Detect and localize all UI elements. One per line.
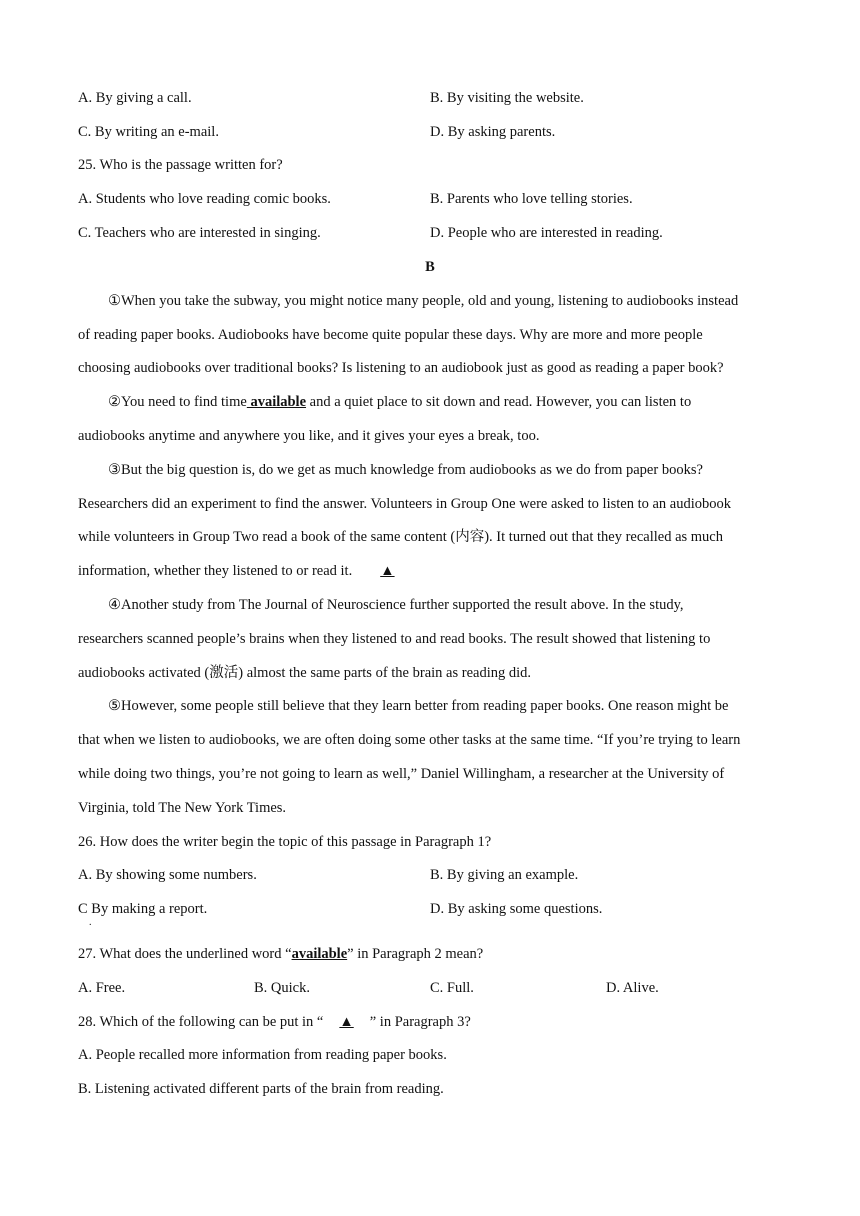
q27-option-a: A. Free. — [78, 980, 126, 996]
q26-option-a: A. By showing some numbers. — [78, 867, 257, 883]
q27-option-b: B. Quick. — [254, 980, 310, 996]
paragraph-5-line-2: that when we listen to audiobooks, we are often doing some other tasks at the same time. “If you’re trying to learn — [78, 732, 741, 748]
q25-option-b: B. Parents who love telling stories. — [430, 191, 633, 207]
paragraph-2-line-1 — [108, 393, 691, 411]
paragraph-4-line-1: ④Another study from The Journal of Neuroscience further supported the result above. In the study, — [108, 597, 684, 613]
q26-option-d: D. By asking some questions. — [430, 901, 603, 917]
q28-answer-blank: ▲ — [339, 1014, 354, 1030]
q25-option-d: D. People who are interested in reading. — [430, 225, 663, 241]
q26-option-c-dot: . — [89, 917, 92, 928]
q24-option-a: A. By giving a call. — [78, 90, 192, 106]
paragraph-2-line-2: audiobooks anytime and anywhere you like, and it gives your eyes a break, too. — [78, 428, 540, 444]
q24-option-d: D. By asking parents. — [430, 124, 556, 140]
q25-option-a: A. Students who love reading comic books. — [78, 191, 331, 207]
paragraph-3-line-1: ③But the big question is, do we get as much knowledge from audiobooks as we do from paper books? — [108, 462, 703, 478]
q27-option-c: C. Full. — [430, 980, 474, 996]
answer-blank: ▲ — [380, 563, 395, 579]
q28-option-a: A. People recalled more information from reading paper books. — [78, 1047, 447, 1063]
q26-question: 26. How does the writer begin the topic of this passage in Paragraph 1? — [78, 834, 492, 850]
q24-option-c: C. By writing an e-mail. — [78, 124, 219, 140]
q24-option-b: B. By visiting the website. — [430, 90, 584, 106]
paragraph-1-line-1: ①When you take the subway, you might notice many people, old and young, listening to audiobooks instead — [108, 293, 739, 309]
paragraph-4-line-2: researchers scanned people’s brains when they listened to and read books. The result showed that listening to — [78, 631, 711, 647]
paragraph-3-line-2: Researchers did an experiment to find the answer. Volunteers in Group One were asked to listen to an audiobook — [78, 496, 732, 512]
paragraph-4-line-3: audiobooks activated (激活) almost the same parts of the brain as reading did. — [78, 665, 531, 681]
q28-option-b: B. Listening activated different parts of the brain from reading. — [78, 1081, 444, 1097]
q27-underlined-word: available — [291, 946, 348, 962]
underlined-word-available: available — [246, 394, 307, 410]
paragraph-2-text-before: ②You need to find time — [108, 394, 247, 410]
paragraph-5-line-1: ⑤However, some people still believe that they learn better from reading paper books. One reason might be — [108, 698, 729, 714]
paragraph-3-text: information, whether they listened to or read it. — [78, 563, 353, 579]
q26-option-c: C By making a report. — [78, 901, 208, 917]
paragraph-1-line-3: choosing audiobooks over traditional books? Is listening to an audiobook just as good as reading a paper book? — [78, 360, 724, 376]
q27-text-after: ” in Paragraph 2 mean? — [347, 946, 484, 962]
q28-text-before: 28. Which of the following can be put in “ — [78, 1014, 324, 1030]
q25-option-c: C. Teachers who are interested in singing. — [78, 225, 321, 241]
q28-question — [78, 1013, 471, 1031]
q25-question: 25. Who is the passage written for? — [78, 157, 283, 173]
paragraph-3-line-4 — [78, 562, 415, 580]
q28-text-after: ” in Paragraph 3? — [369, 1014, 471, 1030]
q27-text-before: 27. What does the underlined word “ — [78, 946, 292, 962]
q27-question — [78, 945, 483, 963]
paragraph-5-line-4: Virginia, told The New York Times. — [78, 800, 287, 816]
section-heading-b: B — [425, 259, 435, 275]
paragraph-3-line-3: while volunteers in Group Two read a book of the same content (内容). It turned out that they recalled as much — [78, 529, 723, 545]
paragraph-5-line-3: while doing two things, you’re not going to learn as well,” Daniel Willingham, a researcher at the University of — [78, 766, 725, 782]
q26-option-b: B. By giving an example. — [430, 867, 579, 883]
paragraph-1-line-2: of reading paper books. Audiobooks have become quite popular these days. Why are more and more people — [78, 327, 703, 343]
paragraph-2-text-after: and a quiet place to sit down and read. However, you can listen to — [306, 394, 692, 410]
q27-option-d: D. Alive. — [606, 980, 659, 996]
